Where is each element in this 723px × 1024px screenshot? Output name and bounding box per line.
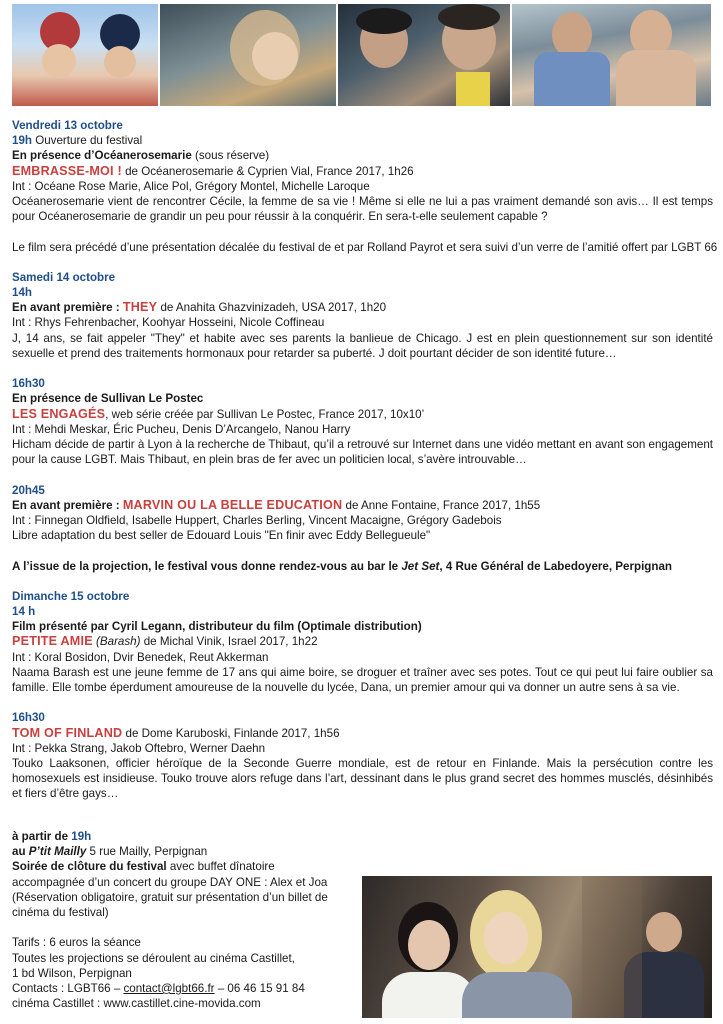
film-cast: Int : Pekka Strang, Jakob Oftebro, Werner Daehn <box>12 741 266 755</box>
film-still-embrasse-moi <box>12 4 158 106</box>
film-synopsis: Hicham décide de partir à Lyon à la recherche de Thibaut, qu’il a retrouvé sur Internet dans une vidéo mettant en avant son engagement pour la cause LGBT. Mais Thibaut, en plein bras de fer avec un politicien local, s’avère introuvable… <box>12 438 713 467</box>
closing-soiree: Soirée de clôture du festival <box>12 860 167 874</box>
day-heading-saturday: Samedi 14 octobre <box>12 270 116 284</box>
day-heading-friday: Vendredi 13 octobre <box>12 119 123 132</box>
closing-from: à partir de <box>12 830 72 843</box>
legal-note-line-2 <box>710 599 723 610</box>
after-party-venue: Jet Set <box>401 559 440 573</box>
film-synopsis: Océanerosemarie vient de rencontrer Cécile, la femme de sa vie ! Même si elle ne lui a pas vraiment demandé son avis… Il est temps pour Océanerosemarie de grandir un peu pour réussir à la conquérir. En sera-t-elle seulement capable ? <box>12 194 713 224</box>
closing-venue-line <box>12 844 352 859</box>
closing-time: 19h <box>71 830 92 843</box>
closing-reservation-2: cinéma du festival) <box>12 905 109 919</box>
closing-soiree-line <box>12 859 352 874</box>
film-original-title: (Barash) <box>92 635 141 649</box>
after-party-address: , 4 Rue Général de Labedoyere, Perpignan <box>439 559 672 573</box>
session-time: 16h30 <box>12 711 45 725</box>
film-title: THEY <box>122 300 158 315</box>
film-cast: Int : Finnegan Oldfield, Isabelle Huppert, Charles Berling, Vincent Macaigne, Grégory Gadebois <box>12 513 502 527</box>
cinema-line <box>12 996 352 1011</box>
film-credits: de Dome Karuboski, Finlande 2017, 1h56 <box>122 726 340 740</box>
film-still-petite-amie <box>362 876 712 1018</box>
film-credits: de Anne Fontaine, France 2017, 1h55 <box>342 498 541 512</box>
event-note: Le film sera précédé d’une présentation décalée du festival de et par Rolland Payrot et sera suivi d’un verre de l’amitié offert par LGBT 66 <box>12 240 718 254</box>
after-party-line <box>12 559 713 574</box>
location-line-2: 1 bd Wilson, Perpignan <box>12 966 132 980</box>
film-cast: Int : Océane Rose Marie, Alice Pol, Grégory Montel, Michelle Laroque <box>12 179 370 193</box>
closing-at: au <box>12 845 29 859</box>
closing-address: 5 rue Mailly, Perpignan <box>86 845 208 859</box>
film-line <box>12 164 713 179</box>
day-heading-sunday: Dimanche 15 octobre <box>12 589 130 603</box>
closing-venue: P’tit Mailly <box>28 845 87 859</box>
presence-line: En présence de Sullivan Le Postec <box>12 392 204 406</box>
cinema-label: cinéma Castillet : <box>12 997 104 1011</box>
film-synopsis: Libre adaptation du best seller de Edouard Louis "En finir avec Eddy Bellegueule" <box>12 529 431 543</box>
session-time: 19h <box>12 134 32 148</box>
film-title: LES ENGAGÉS <box>12 406 106 421</box>
after-party-text: A l’issue de la projection, le festival vous donne rendez-vous au bar le <box>12 559 402 573</box>
header-photo-strip <box>12 4 711 106</box>
film-still-they <box>160 4 336 106</box>
film-cast: Int : Mehdi Meskar, Éric Pucheu, Denis D’Arcangelo, Nanou Harry <box>12 422 351 436</box>
film-credits: de Michal Vinik, Israel 2017, 1h22 <box>140 635 318 649</box>
premiere-label: En avant première : <box>12 498 123 512</box>
presence-guest: En présence d’Océanerosemarie <box>12 149 192 163</box>
closing-buffet: avec buffet dînatoire <box>166 860 275 874</box>
closing-concert: accompagnée d’un concert du groupe DAY ONE : Alex et Joa <box>12 875 328 889</box>
film-line <box>12 300 713 315</box>
cinema-website: www.castillet.cine-movida.com <box>103 997 261 1011</box>
closing-info <box>12 829 352 1011</box>
film-credits: de Océanerosemarie & Cyprien Vial, France 2017, 1h26 <box>121 164 414 178</box>
tarifs: Tarifs : 6 euros la séance <box>12 936 141 950</box>
contacts-label: Contacts : LGBT66 – <box>12 981 124 995</box>
film-title: TOM OF FINLAND <box>12 725 123 740</box>
closing-time-line <box>12 829 352 844</box>
film-still-les-engages <box>338 4 510 106</box>
closing-reservation-1: (Réservation obligatoire, gratuit sur présentation d’un billet de <box>12 890 328 904</box>
film-line <box>12 498 713 513</box>
location-line-1: Toutes les projections se déroulent au cinéma Castillet, <box>12 951 295 965</box>
film-synopsis: Touko Laaksonen, officier héroïque de la Seconde Guerre mondiale, est de retour en Finlande. Mais la persécution contre les homosexuels est insidieuse. Touko trouve alors refuge dans l’art, dessinant dans le plus grand secret des hommes musclés, désinhibés et fiers d’être gays… <box>12 757 713 801</box>
film-line <box>12 634 713 649</box>
session-header <box>12 133 713 148</box>
contact-email-link[interactable]: contact@lgbt66.fr <box>123 981 215 995</box>
festival-programme <box>12 118 718 802</box>
session-time: 14 h <box>12 605 36 619</box>
film-credits: , web série créée par Sullivan Le Postec, France 2017, 10x10’ <box>105 407 425 421</box>
film-synopsis: J, 14 ans, se fait appeler "They" et habite avec ses parents la banlieue de Chicago. J est en plein questionnement sur son identité sexuelle et prend des traitements hormonaux pour retarder sa puberté. J doit pourtant décider de son identité future… <box>12 331 713 360</box>
presence-note: (sous réserve) <box>191 149 270 163</box>
legal-note-vertical <box>676 494 716 644</box>
contacts-line <box>12 981 352 996</box>
film-line <box>12 726 713 741</box>
contact-phone: – 06 46 15 91 84 <box>214 981 305 995</box>
film-cast: Int : Rhys Fehrenbacher, Koohyar Hosseini, Nicole Coffineau <box>12 316 325 330</box>
session-time: 20h45 <box>12 483 45 497</box>
presence-line: Film présenté par Cyril Legann, distributeur du film (Optimale distribution) <box>12 620 422 634</box>
film-title: MARVIN OU LA BELLE EDUCATION <box>122 497 343 512</box>
session-event: Ouverture du festival <box>31 134 143 148</box>
film-credits: de Anahita Ghazvinizadeh, USA 2017, 1h20 <box>157 301 387 315</box>
film-still-marvin <box>512 4 711 106</box>
presence-line <box>12 148 713 163</box>
film-title: EMBRASSE-MOI ! <box>12 163 122 178</box>
film-synopsis: Naama Barash est une jeune femme de 17 ans qui aime boire, se droguer et traîner avec ses potes. Tout ce qui peut lui faire oublier sa famille. Elle tombe éperdument amoureuse de la nouvelle du lycée, Dana, un premier amour qui va donner un autre sens à sa vie. <box>12 665 713 695</box>
session-time: 16h30 <box>12 377 45 391</box>
session-time: 14h <box>12 286 32 300</box>
film-cast: Int : Koral Bosidon, Dvir Benedek, Reut Akkerman <box>12 650 269 664</box>
film-title: PETITE AMIE <box>12 634 93 649</box>
premiere-label: En avant première : <box>12 301 123 315</box>
film-line <box>12 407 713 422</box>
